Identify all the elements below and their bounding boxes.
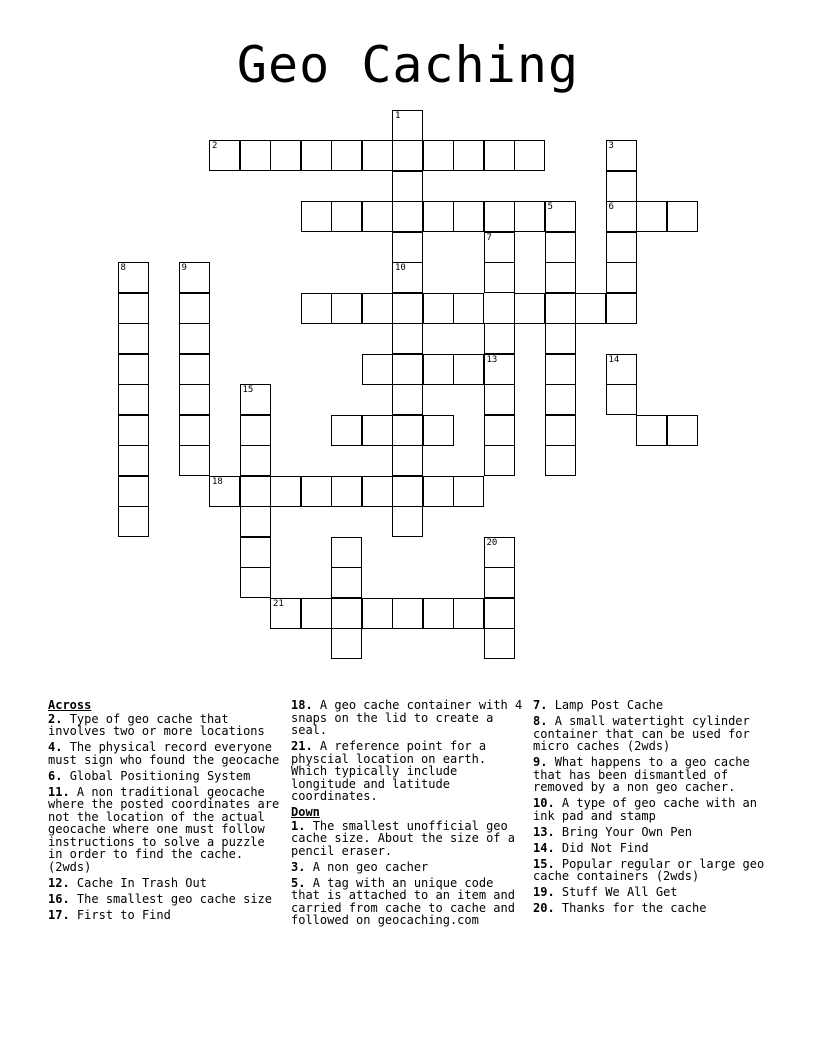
- clue-across-11: 11. A non traditional geocache where the posted coordinates are not the location of the actual geocache where one must follow instructions to solve a puzzle in order to find the cache. (2wds): [48, 784, 280, 874]
- grid-cell[interactable]: [331, 293, 362, 324]
- grid-cell[interactable]: [118, 384, 149, 415]
- clue-number: 7: [486, 232, 492, 243]
- clue-across-16: 16. The smallest geo cache size: [48, 891, 272, 906]
- grid-cell[interactable]: [392, 354, 423, 385]
- clue-number: 18: [212, 476, 223, 487]
- grid-cell[interactable]: [392, 293, 423, 324]
- grid-cell[interactable]: [392, 232, 423, 263]
- grid-cell[interactable]: [362, 201, 393, 232]
- grid-cell[interactable]: [240, 445, 271, 476]
- grid-cell[interactable]: [453, 140, 484, 171]
- clue-column-1: [48, 699, 280, 925]
- grid-cell[interactable]: [392, 415, 423, 446]
- grid-cell[interactable]: [484, 384, 515, 415]
- clue-number: 21: [273, 598, 284, 609]
- clue-number: 1: [395, 110, 401, 121]
- grid-cell[interactable]: [453, 293, 484, 324]
- grid-cell[interactable]: [270, 476, 301, 507]
- grid-cell[interactable]: [118, 354, 149, 385]
- page-title: Geo Caching: [236, 36, 580, 94]
- grid-cell[interactable]: [484, 232, 515, 263]
- grid-cell[interactable]: [240, 140, 271, 171]
- grid-cell[interactable]: [118, 506, 149, 537]
- clue-number: 2: [212, 141, 218, 151]
- grid-cell[interactable]: [423, 140, 454, 171]
- grid-cell[interactable]: [484, 201, 515, 232]
- grid-cell[interactable]: [606, 140, 637, 171]
- clue-number: 3: [608, 141, 614, 151]
- grid-cell[interactable]: [392, 384, 423, 415]
- grid-cell[interactable]: [270, 598, 301, 629]
- grid-cell[interactable]: [118, 415, 149, 446]
- grid-cell[interactable]: [484, 323, 515, 354]
- clue-number: 13: [486, 354, 498, 365]
- grid-cell[interactable]: [362, 415, 393, 446]
- grid-cell[interactable]: [362, 476, 393, 507]
- grid-cell[interactable]: [209, 476, 240, 507]
- across-heading: Across: [48, 698, 92, 712]
- clue-number: 20: [486, 537, 498, 548]
- grid-cell[interactable]: [484, 354, 515, 385]
- grid-cell[interactable]: [606, 384, 637, 415]
- grid-cell[interactable]: [423, 598, 454, 629]
- clue-number: 6: [608, 202, 614, 212]
- clue-across-4: 4. The physical record everyone must sign who found the geocache: [48, 740, 280, 767]
- grid-cell[interactable]: [423, 201, 454, 232]
- grid-cell[interactable]: [179, 384, 210, 415]
- grid-cell[interactable]: [179, 262, 210, 293]
- grid-cell[interactable]: [392, 171, 423, 202]
- grid-cell[interactable]: [392, 476, 423, 507]
- grid-cell[interactable]: [484, 567, 515, 598]
- clue-number: 15: [242, 385, 254, 395]
- clue-down-10: 10. A type of geo cache with an ink pad and stamp: [533, 796, 757, 823]
- grid-cell[interactable]: [240, 506, 271, 537]
- grid-cell[interactable]: [179, 323, 210, 354]
- grid-cell[interactable]: [331, 628, 362, 659]
- grid-cell[interactable]: [270, 140, 301, 171]
- grid-cell[interactable]: [362, 598, 393, 629]
- clue-down-19: 19. Stuff We All Get: [533, 885, 678, 899]
- grid-cell[interactable]: [545, 384, 576, 415]
- grid-cell[interactable]: [179, 354, 210, 385]
- clue-number: 9: [181, 263, 187, 273]
- grid-cell[interactable]: [362, 293, 393, 324]
- clue-down-7: 7. Lamp Post Cache: [533, 698, 664, 712]
- grid-cell[interactable]: [240, 567, 271, 598]
- clue-down-3: 3. A non geo cacher: [291, 859, 429, 874]
- grid-cell[interactable]: [484, 262, 515, 293]
- clue-across-12: 12. Cache In Trash Out: [48, 875, 207, 890]
- grid-cell[interactable]: [179, 445, 210, 476]
- clue-number: 14: [608, 354, 620, 365]
- grid-cell[interactable]: [301, 598, 332, 629]
- grid-cell[interactable]: [423, 415, 454, 446]
- grid-cell[interactable]: [392, 445, 423, 476]
- grid-cell[interactable]: [331, 598, 362, 629]
- grid-cell[interactable]: [392, 323, 423, 354]
- clue-down-9: 9. What happens to a geo cache that has been dismantled of removed by a non geo cacher.: [533, 755, 750, 794]
- grid-cell[interactable]: [179, 293, 210, 324]
- clue-across-18: 18. A geo cache container with 4 snaps on the lid to create a seal.: [291, 698, 523, 737]
- grid-cell[interactable]: [423, 354, 454, 385]
- grid-cell[interactable]: [240, 476, 271, 507]
- grid-cell[interactable]: [545, 201, 576, 232]
- grid-cell[interactable]: [423, 293, 454, 324]
- grid-cell[interactable]: [667, 415, 698, 446]
- grid-cell[interactable]: [301, 201, 332, 232]
- grid-cell[interactable]: [453, 354, 484, 385]
- grid-cell[interactable]: [331, 140, 362, 171]
- grid-cell[interactable]: [545, 415, 576, 446]
- clue-down-13: 13. Bring Your Own Pen: [533, 824, 692, 839]
- clue-number: 5: [547, 202, 553, 212]
- clue-across-2: 2. Type of geo cache that involves two or more locations: [48, 711, 265, 738]
- grid-cell[interactable]: [606, 262, 637, 293]
- clue-across-6: 6. Global Positioning System: [48, 768, 251, 783]
- grid-cell[interactable]: [209, 140, 240, 171]
- grid-cell[interactable]: [362, 140, 393, 171]
- grid-cell[interactable]: [240, 415, 271, 446]
- grid-cell[interactable]: [392, 506, 423, 537]
- grid-cell[interactable]: [301, 476, 332, 507]
- clue-across-17: 17. First to Find: [48, 907, 171, 922]
- grid-cell[interactable]: [392, 140, 423, 171]
- grid-cell[interactable]: [484, 140, 515, 171]
- grid-cell[interactable]: [453, 476, 484, 507]
- grid-cell[interactable]: [545, 354, 576, 385]
- grid-cell[interactable]: [514, 201, 545, 232]
- grid-cell[interactable]: [606, 232, 637, 263]
- grid-cell[interactable]: [118, 293, 149, 324]
- clue-down-1: 1. The smallest unofficial geo cache size. About the size of a pencil eraser.: [291, 818, 515, 858]
- grid-cell[interactable]: [545, 293, 576, 324]
- clue-down-14: 14. Did Not Find: [533, 840, 649, 855]
- grid-cell[interactable]: [484, 445, 515, 476]
- grid-cell[interactable]: [453, 201, 484, 232]
- grid-cell[interactable]: [484, 415, 515, 446]
- grid-cell[interactable]: [575, 293, 606, 324]
- grid-cell[interactable]: [606, 171, 637, 202]
- clue-down-8: 8. A small watertight cylinder container that can be used for micro caches (2wds): [533, 714, 750, 753]
- grid-cell[interactable]: [484, 537, 515, 568]
- grid-cell[interactable]: [606, 354, 637, 385]
- grid-cell[interactable]: [331, 476, 362, 507]
- grid-cell[interactable]: [118, 476, 149, 507]
- down-heading: Down: [291, 805, 320, 819]
- grid-cell[interactable]: [636, 415, 667, 446]
- clue-down-15: 15. Popular regular or large geo cache containers (2wds): [533, 856, 765, 883]
- clue-column-2: [291, 699, 523, 930]
- grid-cell[interactable]: [606, 293, 637, 324]
- grid-cell[interactable]: [118, 445, 149, 476]
- clue-column-3: [533, 699, 765, 918]
- clue-number: 10: [395, 263, 406, 273]
- clue-across-21: 21. A reference point for a physcial location on earth. Which typically include longitude and latitude coordinates.: [291, 739, 487, 803]
- grid-cell[interactable]: [118, 323, 149, 354]
- grid-cell[interactable]: [484, 628, 515, 659]
- grid-cell[interactable]: [331, 567, 362, 598]
- grid-cell[interactable]: [667, 201, 698, 232]
- grid-cell[interactable]: [118, 262, 149, 293]
- grid-cell[interactable]: [545, 232, 576, 263]
- grid-cell[interactable]: [362, 354, 393, 385]
- grid-cell[interactable]: [392, 262, 423, 293]
- grid-cell[interactable]: [514, 293, 545, 324]
- grid-cell[interactable]: [545, 262, 576, 293]
- grid-cell[interactable]: [606, 201, 637, 232]
- grid-cell[interactable]: [331, 201, 362, 232]
- grid-cell[interactable]: [240, 384, 271, 415]
- grid-cell[interactable]: [179, 415, 210, 446]
- grid-cell[interactable]: [514, 140, 545, 171]
- grid-cell[interactable]: [331, 415, 362, 446]
- grid-cell[interactable]: [392, 598, 423, 629]
- grid-cell[interactable]: [545, 323, 576, 354]
- clue-number: 8: [120, 263, 126, 273]
- grid-cell[interactable]: [331, 537, 362, 568]
- grid-cell[interactable]: [301, 140, 332, 171]
- clue-down-20: 20. Thanks for the cache: [533, 901, 707, 915]
- grid-cell[interactable]: [392, 201, 423, 232]
- clue-down-5: 5. A tag with an unique code that is attached to an item and carried from cache to cache and followed on geocaching.com: [291, 875, 515, 927]
- grid-cell[interactable]: [240, 537, 271, 568]
- grid-cell[interactable]: [484, 598, 515, 629]
- grid-cell[interactable]: [423, 476, 454, 507]
- grid-cell[interactable]: [453, 598, 484, 629]
- grid-cell[interactable]: [301, 293, 332, 324]
- grid-cell[interactable]: [636, 201, 667, 232]
- grid-cell[interactable]: [545, 445, 576, 476]
- grid-cell[interactable]: [392, 110, 423, 141]
